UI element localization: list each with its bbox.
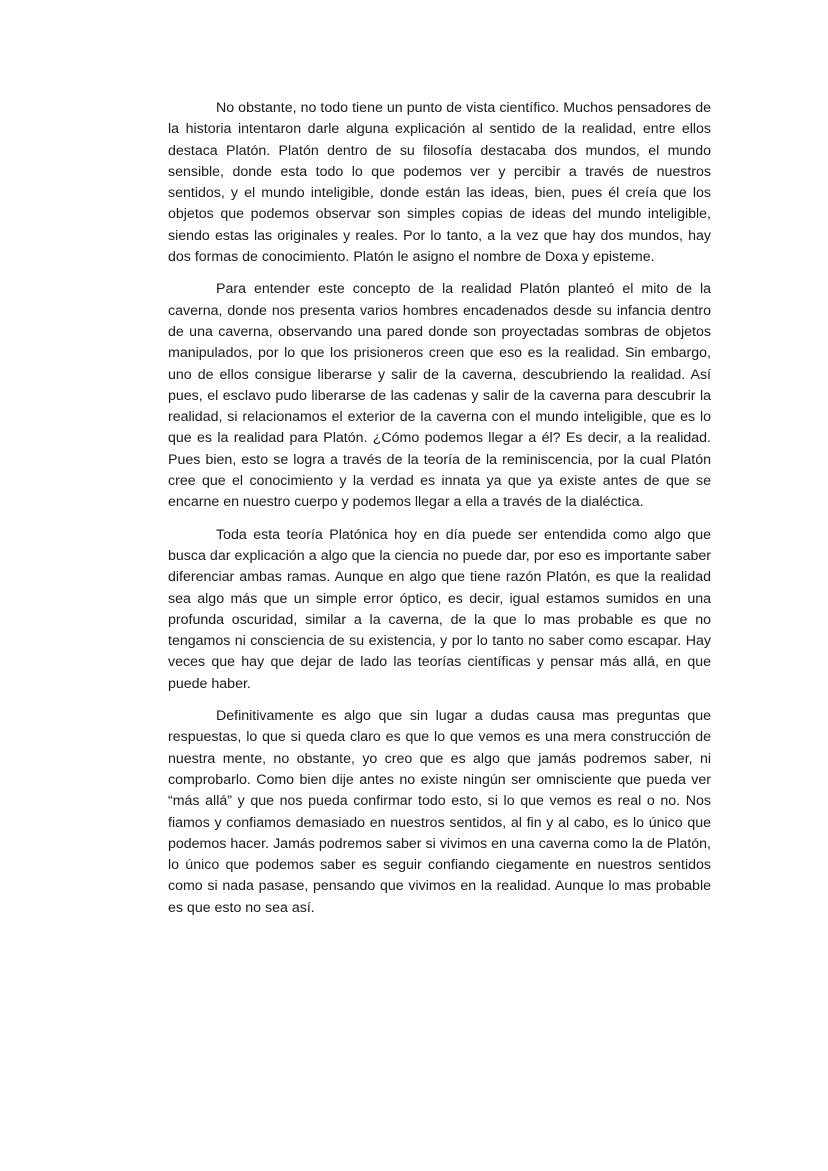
paragraph-3: Toda esta teoría Platónica hoy en día puede ser entendida como algo que busca dar explicación a algo que la ciencia no puede dar, por eso es importante saber diferenciar ambas ramas. Aunque en algo que tiene razón Platón, es que la realidad sea algo más que un simple error óptico, es decir, igual estamos sumidos en una profunda oscuridad, similar a la caverna, de la que lo mas probable es que no tengamos ni consciencia de su existencia, y por lo tanto no saber como escapar. Hay veces que hay que dejar de lado las teorías científicas y pensar más allá, en que puede haber.: [168, 526, 711, 692]
paragraph-4: Definitivamente es algo que sin lugar a dudas causa mas preguntas que respuestas, lo que si queda claro es que lo que vemos es una mera construcción de nuestra mente, no obstante, yo creo que es algo que jamás podremos saber, ni comprobarlo. Como bien dije antes no existe ningún ser omnisciente que pueda ver “más allá” y que nos pueda confirmar todo esto, si lo que vemos es real o no. Nos fiamos y confiamos demasiado en nuestros sentidos, al fin y al cabo, es lo único que podemos hacer. Jamás podremos saber si vivimos en una caverna como la de Platón, lo único que podemos saber es seguir confiando ciegamente en nuestros sentidos como si nada pasase, pensando que vivimos en la realidad. Aunque lo mas probable es que esto no sea así.: [168, 708, 711, 916]
paragraph-1: No obstante, no todo tiene un punto de vista científico. Muchos pensadores de la historia intentaron darle alguna explicación al sentido de la realidad, entre ellos destaca Platón. Platón dentro de su filosofía destacaba dos mundos, el mundo sensible, donde esta todo lo que podemos ver y percibir a través de nuestros sentidos, y el mundo inteligible, donde están las ideas, bien, pues él creía que los objetos que podemos observar son simples copias de ideas del mundo inteligible, siendo estas las originales y reales. Por lo tanto, a la vez que hay dos mundos, hay dos formas de conocimiento. Platón le asigno el nombre de Doxa y episteme.: [168, 100, 711, 266]
paragraph-2: Para entender este concepto de la realidad Platón planteó el mito de la caverna, donde nos presenta varios hombres encadenados desde su infancia dentro de una caverna, observando una pared donde son proyectadas sombras de objetos manipulados, por lo que los prisioneros creen que eso es la realidad. Sin embargo, uno de ellos consigue liberarse y salir de la caverna, descubriendo la realidad. Así pues, el esclavo pudo liberarse de las cadenas y salir de la caverna para descubrir la realidad, si relacionamos el exterior de la caverna con el mundo inteligible, que es lo que es la realidad para Platón. ¿Cómo podemos llegar a él? Es decir, a la realidad. Pues bien, esto se logra a través de la teoría de la reminiscencia, por la cual Platón cree que el conocimiento y la verdad es innata ya que ya existe antes de que se encarne en nuestro cuerpo y podemos llegar a ella a través de la dialéctica.: [168, 281, 711, 511]
body-text: [168, 98, 711, 930]
